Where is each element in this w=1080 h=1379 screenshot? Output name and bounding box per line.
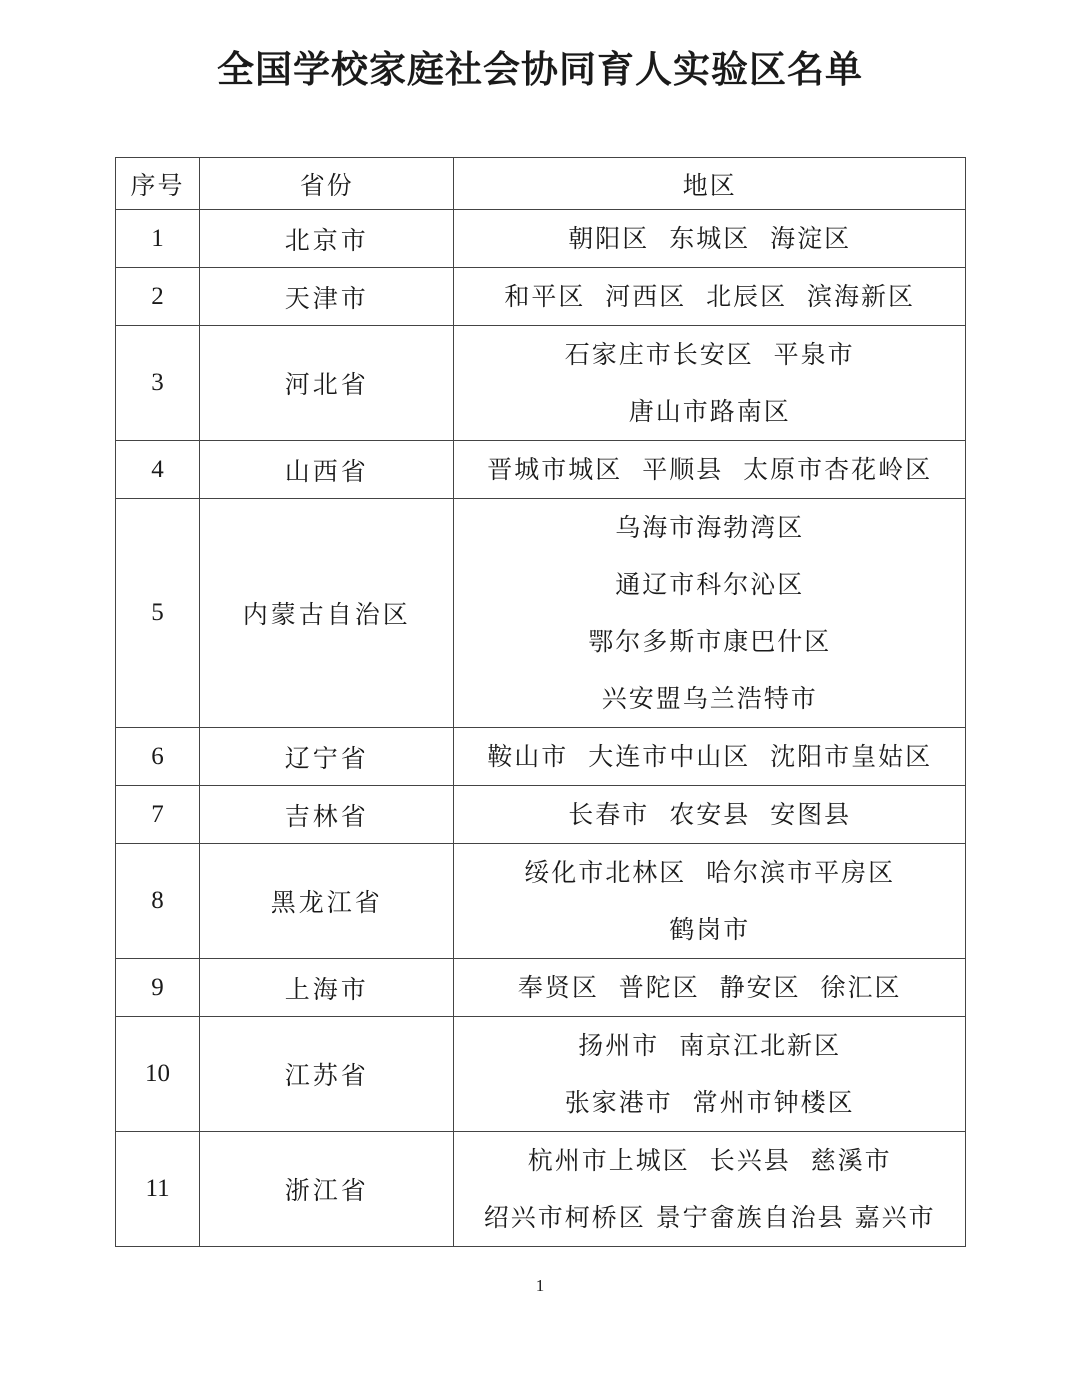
row-number: 10 — [116, 1017, 200, 1132]
header-province: 省份 — [200, 158, 454, 210]
province-cell: 河北省 — [200, 326, 454, 441]
region-line: 鄂尔多斯市康巴什区 — [588, 627, 832, 656]
header-no: 序号 — [116, 158, 200, 210]
region-line: 通辽市科尔沁区 — [615, 570, 805, 599]
row-number: 9 — [116, 959, 200, 1017]
table-row — [116, 210, 966, 268]
province-cell: 吉林省 — [200, 786, 454, 844]
province-cell: 江苏省 — [200, 1017, 454, 1132]
region-line: 唐山市路南区 — [628, 397, 791, 426]
region-line: 绍兴市柯桥区 景宁畲族自治县 嘉兴市 — [483, 1203, 936, 1232]
region-table — [115, 157, 966, 1247]
province-cell: 天津市 — [200, 268, 454, 326]
region-cell — [454, 786, 966, 844]
row-number: 2 — [116, 268, 200, 326]
region-cell — [454, 268, 966, 326]
region-cell — [454, 728, 966, 786]
table-row — [116, 268, 966, 326]
region-line: 和平区 河西区 北辰区 滨海新区 — [504, 282, 916, 311]
row-number: 3 — [116, 326, 200, 441]
table-row — [116, 1132, 966, 1247]
province-cell: 内蒙古自治区 — [200, 499, 454, 728]
header-region: 地区 — [454, 158, 966, 210]
row-number: 7 — [116, 786, 200, 844]
province-cell: 山西省 — [200, 441, 454, 499]
region-line: 张家港市 常州市钟楼区 — [564, 1088, 855, 1117]
table-row — [116, 441, 966, 499]
region-cell — [454, 844, 966, 959]
province-cell: 黑龙江省 — [200, 844, 454, 959]
row-number: 8 — [116, 844, 200, 959]
region-cell — [454, 326, 966, 441]
region-line: 朝阳区 东城区 海淀区 — [568, 224, 852, 253]
region-cell — [454, 210, 966, 268]
region-cell — [454, 959, 966, 1017]
table-row — [116, 499, 966, 728]
table-row — [116, 844, 966, 959]
row-number: 11 — [116, 1132, 200, 1247]
page-number: 1 — [535, 1276, 545, 1295]
province-cell: 北京市 — [200, 210, 454, 268]
row-number: 4 — [116, 441, 200, 499]
region-line: 鞍山市 大连市中山区 沈阳市皇姑区 — [487, 742, 933, 771]
table-body — [116, 210, 966, 1247]
region-line: 扬州市 南京江北新区 — [578, 1031, 842, 1060]
region-cell — [454, 1132, 966, 1247]
province-cell: 浙江省 — [200, 1132, 454, 1247]
row-number: 1 — [116, 210, 200, 268]
region-cell — [454, 1017, 966, 1132]
region-line: 杭州市上城区 长兴县 慈溪市 — [527, 1146, 892, 1175]
region-line: 乌海市海勃湾区 — [615, 513, 805, 542]
region-line: 兴安盟乌兰浩特市 — [601, 684, 818, 713]
region-line: 鹤岗市 — [669, 915, 751, 944]
row-number: 5 — [116, 499, 200, 728]
region-cell — [454, 499, 966, 728]
province-cell: 辽宁省 — [200, 728, 454, 786]
region-line: 石家庄市长安区 平泉市 — [564, 340, 855, 369]
region-cell — [454, 441, 966, 499]
region-line: 奉贤区 普陀区 静安区 徐汇区 — [517, 973, 902, 1002]
table-row — [116, 1017, 966, 1132]
province-cell: 上海市 — [200, 959, 454, 1017]
row-number: 6 — [116, 728, 200, 786]
region-line: 晋城市城区 平顺县 太原市杏花岭区 — [487, 455, 933, 484]
table-header-row — [116, 158, 966, 210]
table-row — [116, 728, 966, 786]
table-row — [116, 326, 966, 441]
region-line: 绥化市北林区 哈尔滨市平房区 — [524, 858, 896, 887]
table-row — [116, 786, 966, 844]
region-line: 长春市 农安县 安图县 — [568, 800, 852, 829]
table-row — [116, 959, 966, 1017]
page-title: 全国学校家庭社会协同育人实验区名单 — [217, 48, 863, 91]
